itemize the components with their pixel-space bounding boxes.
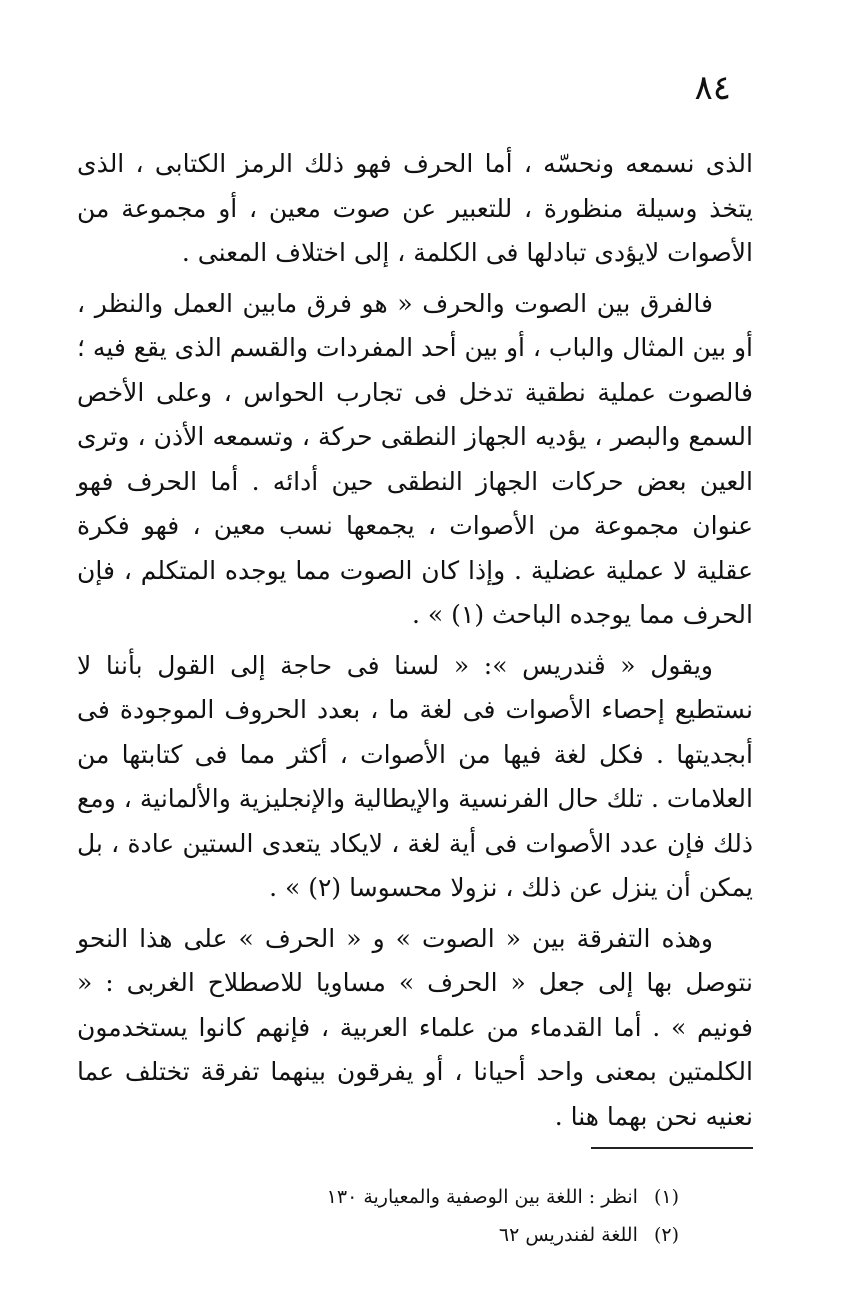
footnote-1: [259, 1178, 679, 1216]
page-number: ٨٤: [694, 68, 731, 108]
paragraph-4: وهذه التفرقة بين « الصوت » و « الحرف » على هذا النحو نتوصل بها إلى جعل « الحرف » مساويا للاصطلاح الغربى : « فونيم » . أما القدماء من علماء العربية ، فإنهم كانوا يستخدمون الكلمتين بمعنى واحد أحيانا ، أو يفرقون بينهما تفرقة تختلف عما نعنيه نحن بهما هنا .: [77, 923, 753, 1131]
body-text: [77, 142, 753, 1145]
footnote-text: انظر : اللغة بين الوصفية والمعيارية ١٣٠: [326, 1186, 638, 1208]
footnote-2: [259, 1216, 679, 1254]
footnote-number: (١): [653, 1186, 679, 1208]
paragraph-1: الذى نسمعه ونحسّه ، أما الحرف فهو ذلك الرمز الكتابى ، الذى يتخذ وسيلة منظورة ، للتعبير عن صوت معين ، أو مجموعة من الأصوات لايؤدى تبادلها فى الكلمة ، إلى اختلاف المعنى .: [77, 149, 753, 267]
footnotes: [259, 1178, 679, 1254]
paragraph-2: فالفرق بين الصوت والحرف « هو فرق مابين العمل والنظر ، أو بين المثال والباب ، أو بين أحد المفردات والقسم الذى يقع فيه ؛ فالصوت عملية نطقية تدخل فى تجارب الحواس ، وعلى الأخص السمع والبصر ، يؤديه الجهاز النطقى حركة ، وتسمعه الأذن ، وترى العين بعض حركات الجهاز النطقى حين أدائه . أما الحرف فهو عنوان مجموعة من الأصوات ، يجمعها نسب معين ، فهو فكرة عقلية لا عملية عضلية . وإذا كان الصوت مما يوجده المتكلم ، فإن الحرف مما يوجده الباحث (١) » .: [77, 288, 753, 629]
footnote-divider: [591, 1147, 753, 1149]
paragraph-3: ويقول « ڤندريس »: « لسنا فى حاجة إلى القول بأننا لا نستطيع إحصاء الأصوات فى لغة ما ، بعدد الحروف الموجودة فى أبجديتها . فكل لغة فيها من الأصوات ، أكثر مما فى كتابتها من العلامات . تلك حال الفرنسية والإيطالية والإنجليزية والألمانية ، ومع ذلك فإن عدد الأصوات فى أية لغة ، لايكاد يتعدى الستين عادة ، بل يمكن أن ينزل عن ذلك ، نزولا محسوسا (٢) » .: [77, 650, 753, 902]
footnote-number: (٢): [653, 1224, 679, 1246]
footnote-text: اللغة لفندريس ٦٢: [498, 1224, 638, 1246]
